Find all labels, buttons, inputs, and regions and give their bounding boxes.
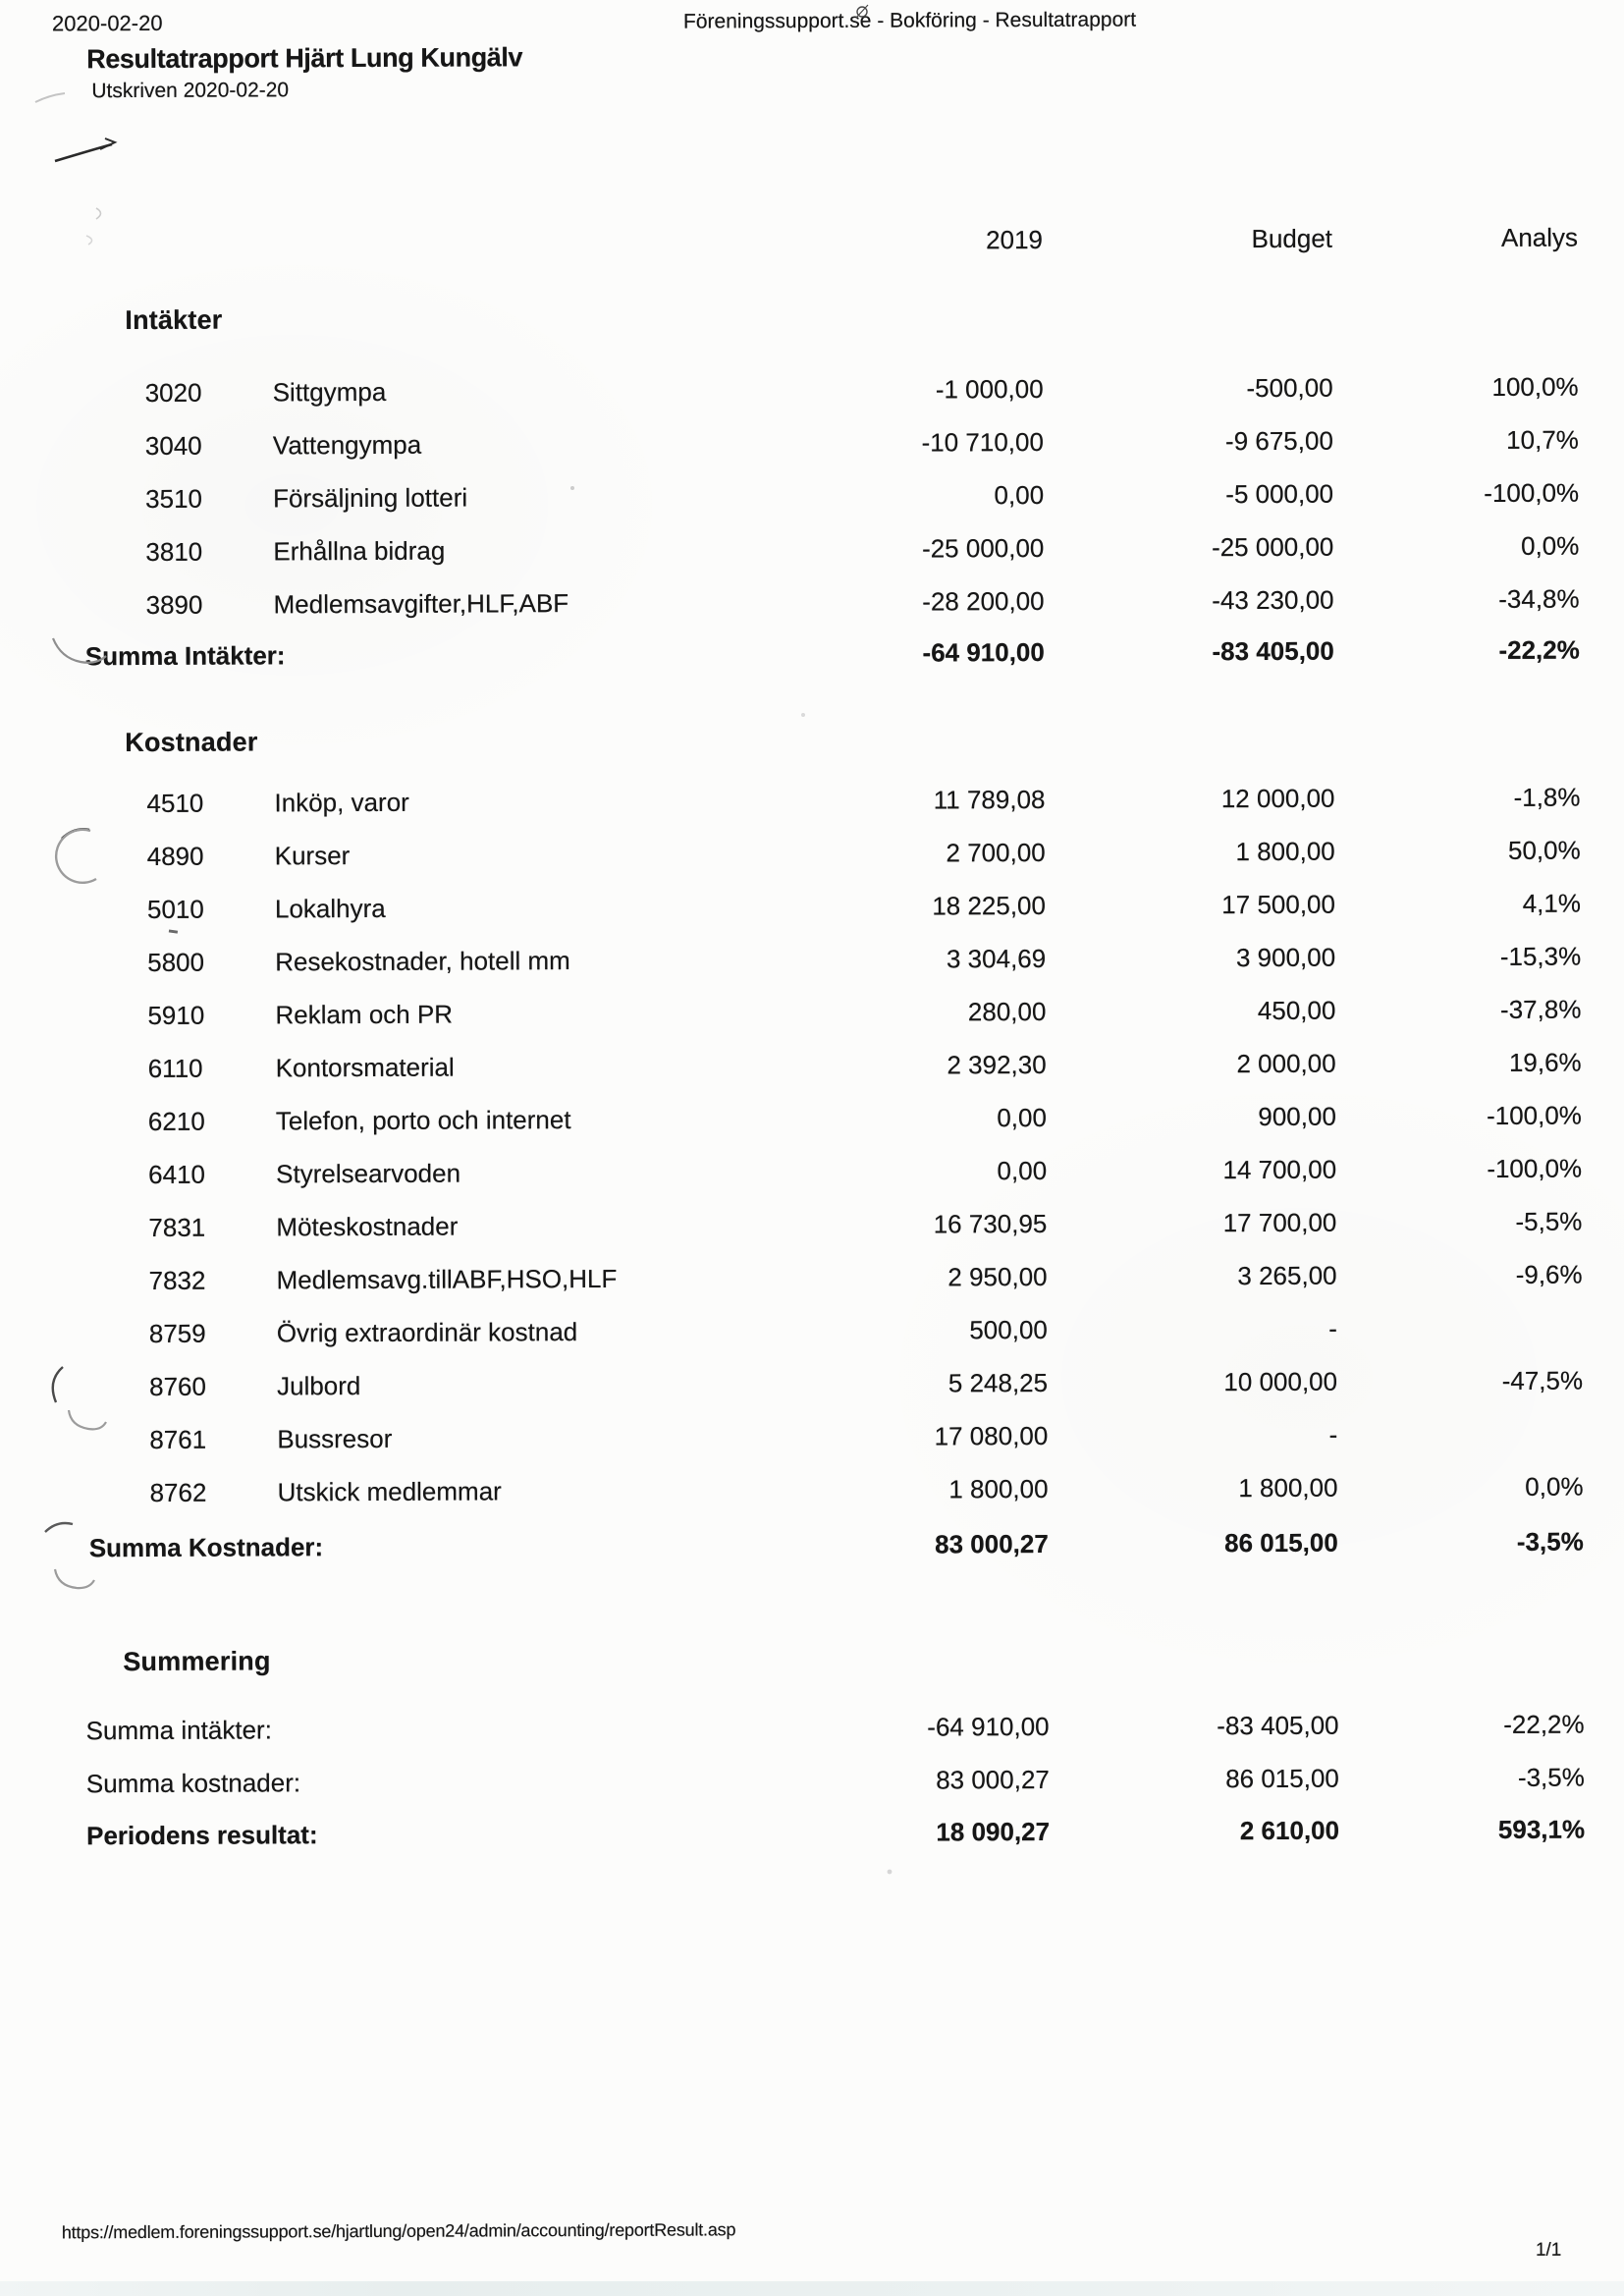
value-2019: -10 710,00: [921, 426, 1044, 458]
value-analys: 100,0%: [1491, 371, 1579, 402]
table-row: [1, 1206, 1624, 1266]
value-budget: 17 700,00: [1222, 1207, 1337, 1238]
value-budget: 450,00: [1257, 995, 1336, 1026]
value-budget: 900,00: [1258, 1101, 1336, 1132]
value-2019: 280,00: [967, 996, 1047, 1027]
account-name: Erhållna bidrag: [273, 535, 446, 567]
report-url: https://medlem.foreningssupport.se/hjartlung/open24/admin/accounting/reportResult.asp: [61, 2219, 736, 2243]
table-row: [0, 371, 1622, 431]
value-2019: 2 950,00: [947, 1261, 1048, 1292]
value-2019: 11 789,08: [933, 784, 1046, 815]
value-2019: 2 700,00: [946, 837, 1046, 868]
account-name: Vattengympa: [272, 429, 422, 461]
value-analys: -100,0%: [1484, 477, 1580, 509]
account-name: Sittgympa: [272, 376, 387, 408]
value-2019: 18 225,00: [932, 890, 1047, 921]
account-name: Medlemsavg.tillABF,HSO,HLF: [276, 1263, 618, 1295]
section-heading-intakter: Intäkter: [125, 304, 223, 336]
value-analys: -100,0%: [1487, 1153, 1583, 1184]
account-name: Telefon, porto och internet: [275, 1105, 571, 1136]
column-header-budget: Budget: [1251, 223, 1333, 254]
table-row: [0, 424, 1622, 484]
value-analys: -47,5%: [1501, 1365, 1584, 1395]
value-2019: 2 392,30: [947, 1049, 1047, 1080]
periodens-resultat-analys: 593,1%: [1497, 1814, 1586, 1844]
value-2019: 0,00: [997, 1155, 1048, 1186]
browser-print-header: Föreningssupport.se - Bokföring - Resultatrapport: [682, 8, 1137, 33]
account-number: 3040: [144, 430, 202, 461]
value-2019: 17 080,00: [934, 1420, 1049, 1451]
account-number: 4510: [146, 788, 204, 818]
account-name: Styrelsearvoden: [276, 1158, 461, 1189]
account-name: Medlemsavgifter,HLF,ABF: [273, 588, 569, 620]
value-analys: -37,8%: [1499, 994, 1582, 1024]
table-row: [0, 941, 1624, 1001]
summa-intakter-row: [0, 634, 1623, 672]
value-budget: -9 675,00: [1224, 425, 1333, 457]
account-number: 5910: [147, 1000, 205, 1030]
account-name: Reklam och PR: [275, 999, 454, 1030]
account-number: 8762: [149, 1477, 207, 1507]
value-budget: -500,00: [1246, 372, 1333, 404]
summering-intakter-label: Summa intäkter:: [85, 1715, 272, 1746]
value-analys: -5,5%: [1515, 1206, 1583, 1236]
account-name: Kurser: [274, 841, 351, 871]
table-row: [2, 1259, 1624, 1319]
table-row: [0, 994, 1624, 1054]
value-analys: 4,1%: [1522, 888, 1582, 918]
value-2019: 16 730,95: [933, 1208, 1048, 1239]
summa-kostnader-budget: 86 015,00: [1224, 1527, 1338, 1558]
account-name: Övrig extraordinär kostnad: [276, 1317, 578, 1348]
summering-kostnader-row: [4, 1762, 1624, 1799]
summering-intakter-row: [4, 1709, 1624, 1746]
table-row: [0, 888, 1624, 948]
account-number: 6110: [147, 1053, 203, 1083]
account-number: 8761: [149, 1424, 207, 1454]
account-number: 8760: [149, 1371, 206, 1401]
value-budget: -25 000,00: [1211, 531, 1334, 563]
value-budget: 14 700,00: [1222, 1154, 1337, 1185]
column-header-row: [0, 222, 1621, 258]
periodens-resultat-2019: 18 090,27: [936, 1816, 1051, 1847]
value-analys: 10,7%: [1506, 424, 1579, 455]
value-budget: 3 900,00: [1235, 942, 1336, 973]
printed-date-line: Utskriven 2020-02-20: [91, 79, 290, 103]
value-budget: -43 230,00: [1212, 584, 1334, 616]
value-budget: -: [1328, 1313, 1337, 1343]
table-row: [2, 1312, 1624, 1372]
table-row: [2, 1418, 1624, 1478]
scanner-edge-strip: [0, 2281, 1624, 2296]
summering-kostnader-budget: 86 015,00: [1225, 1763, 1339, 1794]
account-number: 3510: [145, 483, 203, 514]
account-name: Kontorsmaterial: [275, 1052, 455, 1083]
value-analys: -34,8%: [1498, 583, 1580, 614]
account-number: 3810: [145, 536, 203, 567]
value-budget: -5 000,00: [1225, 478, 1334, 510]
table-row: [0, 782, 1624, 842]
value-budget: 3 265,00: [1237, 1260, 1337, 1291]
periodens-resultat-row: [4, 1814, 1624, 1851]
page-number: 1/1: [1535, 2239, 1562, 2261]
value-budget: 1 800,00: [1238, 1472, 1338, 1503]
column-header-spacer-name: [272, 226, 719, 257]
summering-intakter-budget: -83 405,00: [1217, 1710, 1339, 1741]
table-row: [0, 530, 1623, 590]
summa-kostnader-label: Summa Kostnader:: [88, 1532, 324, 1563]
table-row: [0, 835, 1624, 895]
intakter-rows: [0, 371, 1623, 643]
summa-kostnader-2019: 83 000,27: [935, 1528, 1049, 1559]
value-analys: [1337, 1313, 1583, 1367]
value-analys: 50,0%: [1507, 835, 1581, 865]
value-budget: 12 000,00: [1220, 783, 1335, 814]
summa-intakter-2019: -64 910,00: [922, 636, 1045, 668]
value-2019: 5 248,25: [947, 1367, 1049, 1398]
print-date: 2020-02-20: [51, 10, 163, 36]
table-row: [1, 1100, 1624, 1160]
section-heading-kostnader: Kostnader: [125, 727, 258, 758]
account-name: Lokalhyra: [274, 893, 386, 924]
value-analys: -15,3%: [1499, 941, 1582, 971]
table-row: [0, 477, 1622, 537]
value-budget: 2 000,00: [1236, 1048, 1336, 1079]
value-analys: [1337, 1419, 1583, 1473]
value-2019: 1 800,00: [948, 1473, 1049, 1504]
summering-kostnader-analys: -3,5%: [1517, 1762, 1585, 1792]
table-row: [2, 1471, 1624, 1531]
summa-intakter-budget: -83 405,00: [1212, 635, 1334, 667]
periodens-resultat-budget: 2 610,00: [1239, 1815, 1340, 1846]
value-2019: 500,00: [969, 1314, 1048, 1345]
value-analys: -100,0%: [1486, 1100, 1582, 1131]
value-budget: -: [1328, 1419, 1338, 1449]
value-analys: -1,8%: [1513, 782, 1581, 812]
summa-intakter-label: Summa Intäkter:: [84, 640, 286, 672]
value-analys: 0,0%: [1521, 530, 1580, 561]
account-number: 3020: [144, 377, 202, 408]
account-number: 5010: [146, 894, 204, 924]
report-title: Resultatrapport Hjärt Lung Kungälv: [86, 42, 523, 75]
column-header-analys: Analys: [1500, 222, 1579, 252]
account-number: 7832: [148, 1265, 206, 1295]
table-row: [1, 1153, 1624, 1213]
summering-kostnader-2019: 83 000,27: [936, 1764, 1050, 1795]
value-budget: 17 500,00: [1221, 889, 1336, 920]
kostnader-rows: [0, 782, 1624, 1531]
value-analys: 19,6%: [1508, 1047, 1582, 1077]
account-name: Försäljning lotteri: [273, 482, 468, 514]
periodens-resultat-label: Periodens resultat:: [86, 1820, 318, 1851]
account-name: Inköp, varor: [274, 787, 409, 818]
value-2019: -28 200,00: [922, 585, 1045, 617]
value-budget: 1 800,00: [1235, 836, 1335, 867]
account-number: 3890: [145, 589, 203, 620]
summa-intakter-analys: -22,2%: [1498, 634, 1580, 665]
value-2019: 0,00: [997, 1102, 1047, 1133]
table-row: [2, 1365, 1624, 1425]
account-name: Bussresor: [277, 1423, 393, 1454]
column-header-spacer-account: [144, 228, 272, 258]
summering-kostnader-label: Summa kostnader:: [85, 1768, 301, 1799]
value-2019: -25 000,00: [921, 532, 1045, 564]
value-2019: 0,00: [994, 479, 1045, 511]
value-analys: 0,0%: [1525, 1471, 1584, 1502]
account-number: 4890: [146, 841, 204, 871]
value-2019: 3 304,69: [946, 943, 1047, 974]
value-2019: -1 000,00: [935, 373, 1044, 405]
account-name: Julbord: [277, 1371, 361, 1401]
account-name: Utskick medlemmar: [277, 1476, 502, 1507]
value-analys: -9,6%: [1515, 1259, 1583, 1289]
account-name: Resekostnader, hotell mm: [275, 946, 570, 977]
summering-intakter-analys: -22,2%: [1503, 1709, 1585, 1739]
table-row: [1, 1047, 1624, 1107]
summa-kostnader-analys: -3,5%: [1516, 1526, 1584, 1557]
summering-intakter-2019: -64 910,00: [927, 1711, 1050, 1742]
table-row: [0, 583, 1623, 643]
account-number: 8759: [148, 1318, 206, 1348]
account-number: 7831: [148, 1212, 206, 1242]
section-heading-summering: Summering: [123, 1646, 271, 1677]
account-number: 6410: [148, 1159, 206, 1189]
column-header-2019: 2019: [986, 224, 1044, 255]
account-name: Möteskostnader: [276, 1211, 459, 1242]
summa-kostnader-row: [3, 1526, 1624, 1563]
value-budget: 10 000,00: [1223, 1366, 1338, 1397]
account-number: 6210: [147, 1106, 205, 1136]
account-number: 5800: [147, 947, 205, 977]
